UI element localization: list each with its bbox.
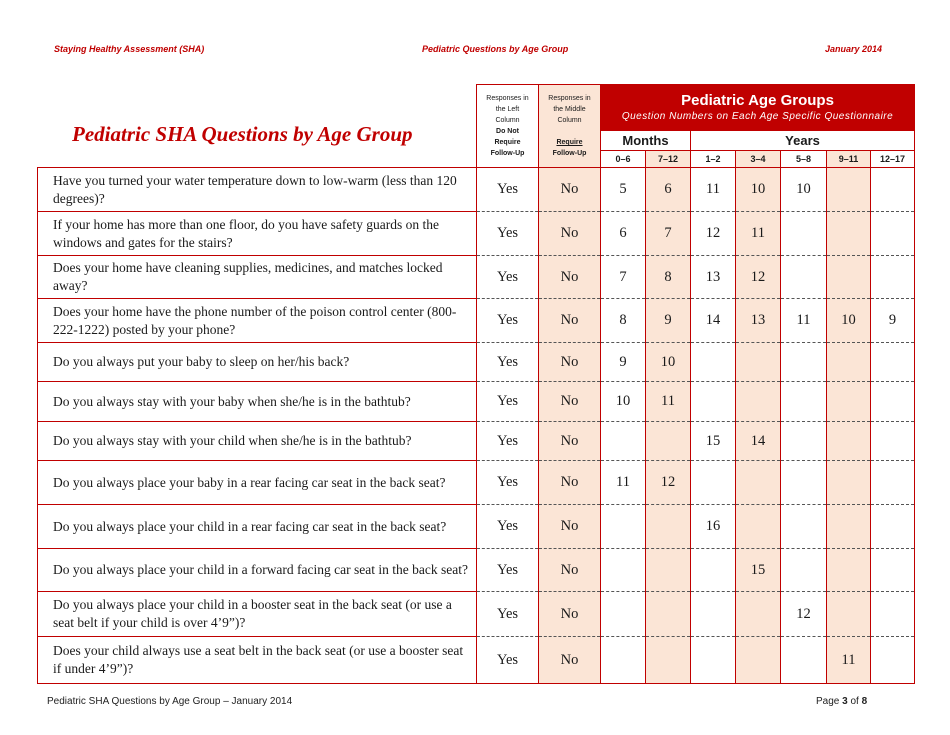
question-number-cell <box>691 343 736 382</box>
question-number-cell <box>646 592 691 637</box>
age-groups-subtitle: Question Numbers on Each Age Specific Questionnaire <box>621 111 894 122</box>
question-number-cell: 11 <box>736 212 781 256</box>
question-number-cell: 6 <box>601 212 646 256</box>
question-number-cell <box>871 256 915 299</box>
question-number-cell <box>827 168 871 212</box>
question-number-cell <box>781 505 827 549</box>
question-number-cell: 10 <box>601 382 646 422</box>
months-group-label: Months <box>601 131 691 151</box>
table-row <box>38 422 915 461</box>
question-number-cell <box>827 461 871 505</box>
page-title: Pediatric SHA Questions by Age Group <box>72 122 413 146</box>
question-number-cell: 8 <box>646 256 691 299</box>
header-center: Pediatric Questions by Age Group <box>422 44 569 54</box>
question-number-cell <box>601 422 646 461</box>
question-text: If your home has more than one floor, do you have safety guards on the windows and gates for the stairs? <box>38 212 477 256</box>
question-text: Do you always stay with your child when she/he is in the bathtub? <box>38 422 477 461</box>
question-number-cell <box>736 637 781 684</box>
response-no: No <box>539 637 601 684</box>
question-number-cell <box>871 637 915 684</box>
question-text: Does your child always use a seat belt in the back seat (or use a booster seat if under 4’9”)? <box>38 637 477 684</box>
question-text: Do you always place your child in a rear facing car seat in the back seat? <box>38 505 477 549</box>
table-row <box>38 549 915 592</box>
question-number-cell <box>601 637 646 684</box>
response-yes: Yes <box>477 212 539 256</box>
header-left: Staying Healthy Assessment (SHA) <box>54 44 205 54</box>
question-number-cell <box>871 343 915 382</box>
question-text: Do you always stay with your baby when she/he is in the bathtub? <box>38 382 477 422</box>
question-number-cell <box>871 422 915 461</box>
question-number-cell: 8 <box>601 299 646 343</box>
question-number-cell <box>827 592 871 637</box>
question-number-cell <box>827 343 871 382</box>
age-col-header: 12–17 <box>871 151 915 168</box>
question-number-cell <box>871 212 915 256</box>
response-no: No <box>539 592 601 637</box>
table-row <box>38 212 915 256</box>
question-number-cell: 15 <box>691 422 736 461</box>
question-number-cell <box>736 343 781 382</box>
question-number-cell <box>781 461 827 505</box>
question-number-cell: 10 <box>781 168 827 212</box>
footer-left: Pediatric SHA Questions by Age Group – January 2014 <box>47 696 293 707</box>
question-number-cell <box>646 637 691 684</box>
question-number-cell <box>601 505 646 549</box>
question-number-cell <box>871 549 915 592</box>
question-number-cell <box>827 422 871 461</box>
page-number: Page 3 of 8 <box>816 696 868 707</box>
question-number-cell <box>827 382 871 422</box>
question-number-cell: 15 <box>736 549 781 592</box>
question-number-cell <box>691 592 736 637</box>
question-text: Do you always place your child in a forward facing car seat in the back seat? <box>38 549 477 592</box>
table-row <box>38 168 915 212</box>
response-no: No <box>539 299 601 343</box>
question-number-cell: 13 <box>691 256 736 299</box>
question-number-cell: 7 <box>646 212 691 256</box>
question-number-cell: 11 <box>691 168 736 212</box>
response-no: No <box>539 343 601 382</box>
question-number-cell <box>601 592 646 637</box>
response-yes: Yes <box>477 422 539 461</box>
question-number-cell <box>646 422 691 461</box>
age-col-header: 3–4 <box>736 151 781 168</box>
table-row <box>38 382 915 422</box>
response-no: No <box>539 382 601 422</box>
question-number-cell <box>781 422 827 461</box>
response-no: No <box>539 505 601 549</box>
question-number-cell <box>601 549 646 592</box>
table-row <box>38 592 915 637</box>
response-yes: Yes <box>477 592 539 637</box>
left-column-header: Responses in the Left Column Do Not Require Follow-Up <box>477 85 539 168</box>
question-number-cell <box>781 382 827 422</box>
question-number-cell <box>781 637 827 684</box>
response-no: No <box>539 422 601 461</box>
question-number-cell: 9 <box>646 299 691 343</box>
question-text: Do you always put your baby to sleep on her/his back? <box>38 343 477 382</box>
response-yes: Yes <box>477 168 539 212</box>
question-number-cell: 11 <box>646 382 691 422</box>
question-number-cell <box>646 505 691 549</box>
table-row <box>38 461 915 505</box>
question-number-cell <box>736 382 781 422</box>
table-row <box>38 637 915 684</box>
question-number-cell <box>827 505 871 549</box>
age-groups-banner <box>601 85 915 131</box>
question-number-cell: 12 <box>781 592 827 637</box>
middle-column-header: Responses in the Middle Column Require Follow-Up <box>539 85 601 168</box>
question-number-cell: 11 <box>827 637 871 684</box>
age-col-header: 5–8 <box>781 151 827 168</box>
response-yes: Yes <box>477 637 539 684</box>
question-number-cell <box>871 592 915 637</box>
question-number-cell <box>691 549 736 592</box>
age-col-header: 0–6 <box>601 151 646 168</box>
question-number-cell <box>871 505 915 549</box>
table-row <box>38 256 915 299</box>
years-group-label: Years <box>691 131 915 151</box>
response-yes: Yes <box>477 461 539 505</box>
response-yes: Yes <box>477 299 539 343</box>
question-number-cell: 14 <box>691 299 736 343</box>
question-text: Do you always place your baby in a rear facing car seat in the back seat? <box>38 461 477 505</box>
question-number-cell: 7 <box>601 256 646 299</box>
response-yes: Yes <box>477 382 539 422</box>
response-no: No <box>539 168 601 212</box>
question-number-cell: 14 <box>736 422 781 461</box>
response-no: No <box>539 256 601 299</box>
question-number-cell <box>691 461 736 505</box>
question-number-cell <box>781 212 827 256</box>
age-col-header: 7–12 <box>646 151 691 168</box>
question-number-cell: 11 <box>601 461 646 505</box>
question-text: Does your home have cleaning supplies, medicines, and matches locked away? <box>38 256 477 299</box>
question-number-cell <box>736 461 781 505</box>
question-text: Do you always place your child in a booster seat in the back seat (or use a seat belt if your child is over 4’9”)? <box>38 592 477 637</box>
age-col-header: 9–11 <box>827 151 871 168</box>
response-no: No <box>539 549 601 592</box>
question-number-cell: 11 <box>781 299 827 343</box>
questions-table <box>37 84 915 684</box>
table-row <box>38 343 915 382</box>
question-number-cell: 16 <box>691 505 736 549</box>
table-row <box>38 299 915 343</box>
question-number-cell <box>646 549 691 592</box>
response-no: No <box>539 461 601 505</box>
question-number-cell: 10 <box>646 343 691 382</box>
question-number-cell <box>691 382 736 422</box>
response-yes: Yes <box>477 505 539 549</box>
question-number-cell: 6 <box>646 168 691 212</box>
question-text: Does your home have the phone number of the poison control center (800-222-1222) posted by your phone? <box>38 299 477 343</box>
question-number-cell: 10 <box>736 168 781 212</box>
question-number-cell <box>871 168 915 212</box>
age-col-header: 1–2 <box>691 151 736 168</box>
question-number-cell: 12 <box>691 212 736 256</box>
age-groups-title: Pediatric Age Groups <box>681 92 834 109</box>
response-yes: Yes <box>477 343 539 382</box>
question-number-cell <box>736 592 781 637</box>
table-row <box>38 505 915 549</box>
question-number-cell <box>781 343 827 382</box>
question-number-cell: 13 <box>736 299 781 343</box>
question-text: Have you turned your water temperature down to low-warm (less than 120 degrees)? <box>38 168 477 212</box>
question-number-cell <box>871 461 915 505</box>
question-number-cell: 10 <box>827 299 871 343</box>
question-number-cell <box>691 637 736 684</box>
question-number-cell: 12 <box>736 256 781 299</box>
question-number-cell <box>781 256 827 299</box>
response-yes: Yes <box>477 549 539 592</box>
header-right: January 2014 <box>825 44 883 54</box>
question-number-cell <box>736 505 781 549</box>
question-number-cell <box>871 382 915 422</box>
question-number-cell <box>827 212 871 256</box>
question-number-cell: 12 <box>646 461 691 505</box>
question-number-cell: 9 <box>601 343 646 382</box>
response-yes: Yes <box>477 256 539 299</box>
question-number-cell <box>781 549 827 592</box>
question-number-cell <box>827 256 871 299</box>
question-number-cell <box>827 549 871 592</box>
question-number-cell: 9 <box>871 299 915 343</box>
question-number-cell: 5 <box>601 168 646 212</box>
response-no: No <box>539 212 601 256</box>
